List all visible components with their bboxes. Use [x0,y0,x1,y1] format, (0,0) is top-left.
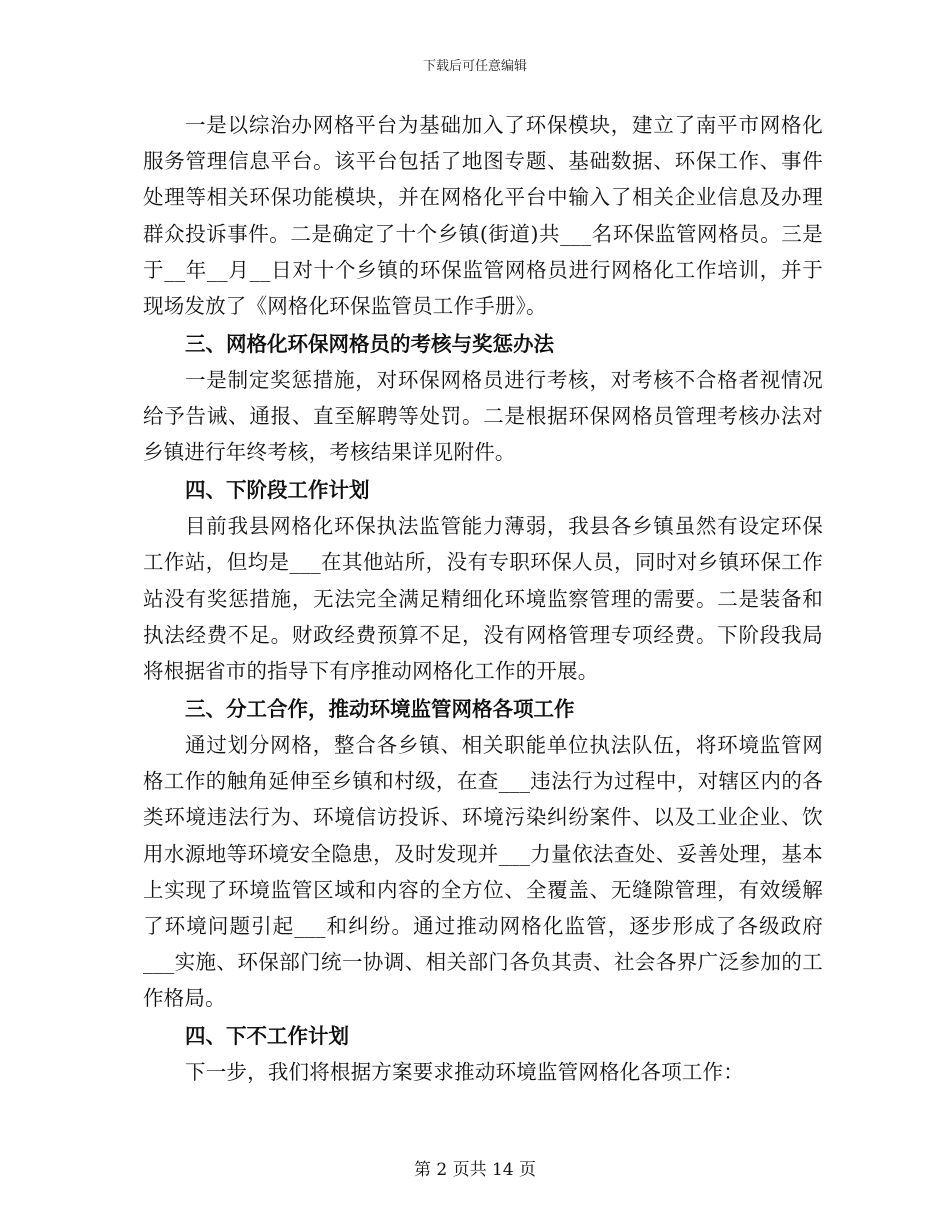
paragraph: 目前我县网格化环保执法监管能力薄弱，我县各乡镇虽然有设定环保工作站，但均是___在其他站所，没有专职环保人员，同时对乡镇环保工作站没有奖惩措施，无法完全满足精细化环境监察管理的需要。二是装备和执法经费不足。财政经费预算不足，没有网格管理专项经费。下阶段我局将根据省市的指导下有序推动网格化工作的开展。 [143,514,823,684]
paragraph: 通过划分网格，整合各乡镇、相关职能单位执法队伍，将环境监管网格工作的触角延伸至乡镇和村级，在查___违法行为过程中，对辖区内的各类环境违法行为、环境信访投诉、环境污染纠纷案件、以及工业企业、饮用水源地等环境安全隐患，及时发现并___力量依法查处、妥善处理，基本上实现了环境监管区域和内容的全方位、全覆盖、无缝隙管理，有效缓解了环境问题引起___和纠纷。通过推动网格化监管，逐步形成了各级政府___实施、环保部门统一协调、相关部门各负其责、社会各界广泛参加的工作格局。 [143,732,823,1011]
document-body [143,107,823,1090]
section-heading: 三、分工合作，推动环境监管网格各项工作 [185,696,575,721]
section-heading: 三、网格化环保网格员的考核与奖惩办法 [185,331,555,356]
section-heading: 四、下不工作计划 [185,1024,350,1049]
section-heading: 四、下阶段工作计划 [185,478,370,503]
paragraph: 一是以综治办网格平台为基础加入了环保模块，建立了南平市网格化服务管理信息平台。该平台包括了地图专题、基础数据、环保工作、事件处理等相关环保功能模块，并在网格化平台中输入了相关企业信息及办理群众投诉事件。二是确定了十个乡镇(街道)共___名环保监管网格员。三是于__年__月__日对十个乡镇的环保监管网格员进行网格化工作培训，并于现场发放了《网格化环保监管员工作手册》。 [143,113,823,319]
paragraph: 下一步，我们将根据方案要求推动环境监管网格化各项工作： [185,1060,744,1085]
paragraph: 一是制定奖惩措施，对环保网格员进行考核，对考核不合格者视情况给予告诫、通报、直至解聘等处罚。二是根据环保网格员管理考核办法对乡镇进行年终考核，考核结果详见附件。 [143,367,823,465]
page-header: 下载后可任意编辑 [422,59,527,74]
page-footer: 第 2 页共 14 页 [413,1160,537,1180]
